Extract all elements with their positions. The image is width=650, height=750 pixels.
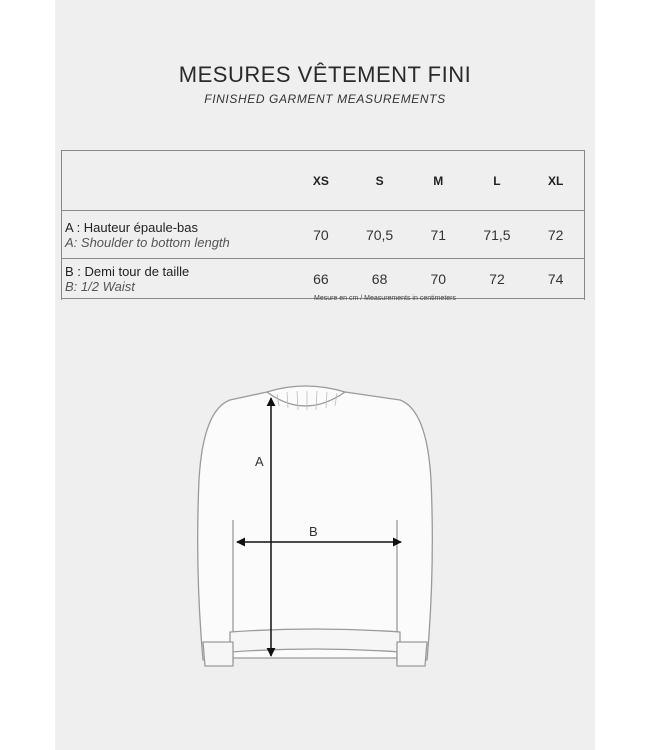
table-cell: 71,5 [483, 226, 511, 243]
table-cell: 70 [313, 226, 329, 243]
table-header-row [61, 151, 585, 211]
table-cell: 72 [489, 270, 505, 287]
label-a: A [255, 454, 264, 469]
table-cell: 70 [430, 270, 447, 287]
row-label-en: B: 1/2 Waist [65, 278, 135, 294]
size-header-xl: XL [547, 173, 564, 188]
row-label [61, 211, 292, 259]
row-label-fr: B : Demi tour de taille [65, 263, 190, 279]
size-header-m: M [433, 173, 444, 188]
page-subtitle: FINISHED GARMENT MEASUREMENTS [204, 92, 446, 106]
row-label-fr: A : Hauteur épaule-bas [65, 219, 198, 235]
label-b: B [309, 524, 318, 539]
table-cell: 68 [371, 270, 388, 287]
table-cell: 66 [313, 270, 329, 287]
table-cell: 72 [547, 226, 564, 243]
page-title: MESURES VÊTEMENT FINI [178, 62, 472, 87]
size-header-l: L [493, 173, 501, 188]
size-header-xs: XS [312, 173, 329, 188]
row-label [61, 259, 292, 299]
table-cell: 74 [547, 270, 564, 287]
measurement-table [61, 150, 585, 299]
table-row [61, 211, 585, 259]
row-label-en: A: Shoulder to bottom length [65, 234, 230, 250]
measurement-note: Mesure en cm / Measurements in centimeters [314, 295, 456, 302]
sweatshirt-diagram [55, 370, 595, 680]
table-row [61, 259, 585, 299]
table-cell: 71 [430, 226, 447, 243]
size-guide-page [55, 0, 595, 750]
size-header-s: S [375, 173, 384, 188]
table-corner-cell [61, 151, 292, 211]
table-cell: 70,5 [365, 226, 394, 243]
